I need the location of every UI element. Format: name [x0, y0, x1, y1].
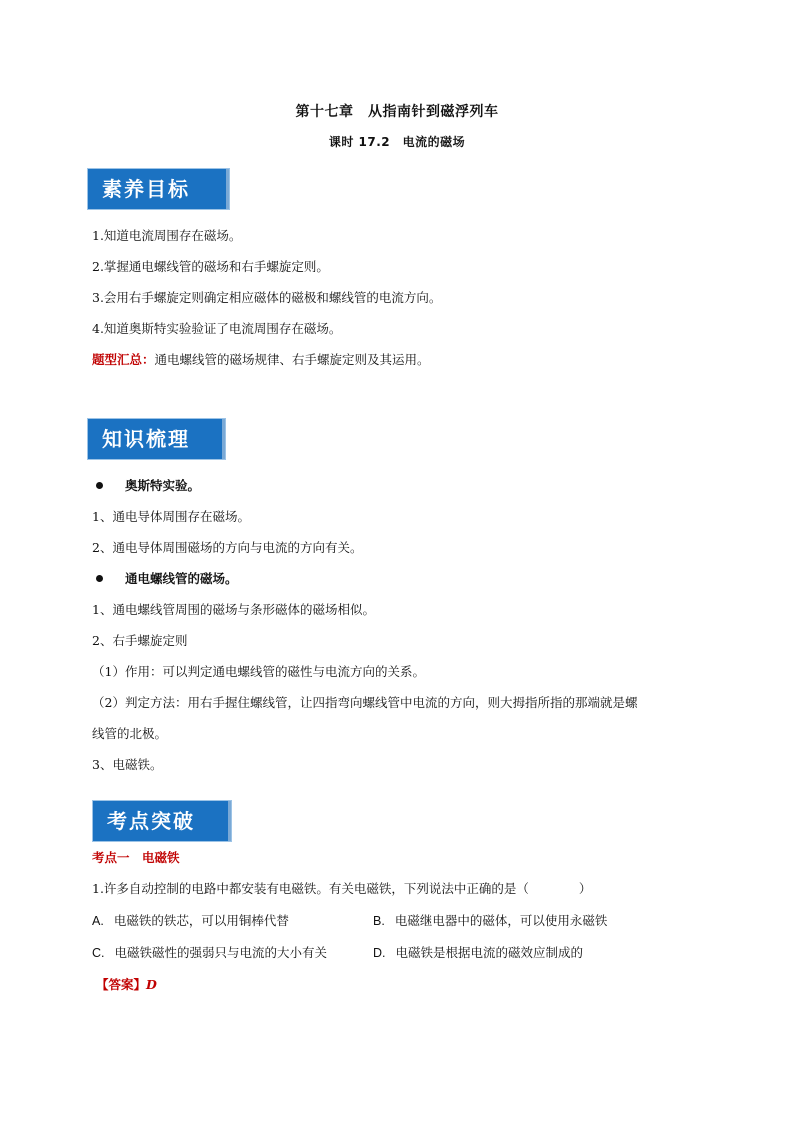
knowledge-item: 线管的北极。: [92, 726, 168, 741]
goal-item-2: 2.掌握通电螺线管的磁场和右手螺旋定则。: [92, 259, 329, 274]
bullet-icon: [96, 575, 103, 582]
section-banner-exam: 考点突破: [92, 800, 232, 842]
chapter-title: 第十七章 从指南针到磁浮列车: [295, 104, 499, 120]
goal-item-3: 3.会用右手螺旋定则确定相应磁体的磁极和螺线管的电流方向。: [92, 290, 442, 305]
knowledge-item: （1）作用：可以判定通电螺线管的磁性与电流方向的关系。: [92, 664, 425, 679]
bullet-oersted: [96, 478, 200, 494]
question-text: 1.许多自动控制的电路中都安装有电磁铁。有关电磁铁，下列说法中正确的是（ ）: [92, 881, 592, 896]
answer-label: 【答案】: [96, 977, 147, 992]
answer-value: D: [146, 977, 157, 992]
lesson-title: 课时 17.2 电流的磁场: [328, 135, 466, 149]
bullet-icon: [96, 482, 103, 489]
goal-item-1: 1.知道电流周围存在磁场。: [92, 228, 242, 243]
option-a: A. 电磁铁的铁芯，可以用铜棒代替: [92, 913, 289, 928]
knowledge-item: 2、通电导体周围磁场的方向与电流的方向有关。: [92, 540, 363, 555]
section-banner-goals: 素养目标: [87, 168, 230, 210]
knowledge-item: 1、通电螺线管周围的磁场与条形磁体的磁场相似。: [92, 602, 375, 617]
bullet-oersted-text: 奥斯特实验。: [125, 478, 201, 493]
bullet-solenoid: [96, 571, 238, 587]
exam-point-label: 考点一 电磁铁: [92, 850, 180, 865]
summary-line: [92, 352, 430, 368]
answer-line: [96, 977, 157, 993]
summary-label: 题型汇总：: [92, 352, 155, 367]
summary-text: 通电螺线管的磁场规律、右手螺旋定则及其运用。: [154, 352, 430, 367]
goal-item-4: 4.知道奥斯特实验验证了电流周围存在磁场。: [92, 321, 342, 336]
bullet-solenoid-text: 通电螺线管的磁场。: [125, 571, 238, 586]
knowledge-item: 3、电磁铁。: [92, 757, 163, 772]
section-banner-knowledge: 知识梳理: [87, 418, 226, 460]
option-d: D. 电磁铁是根据电流的磁效应制成的: [373, 945, 584, 960]
knowledge-item: 2、右手螺旋定则: [92, 633, 188, 648]
knowledge-item: （2）判定方法：用右手握住螺线管，让四指弯向螺线管中电流的方向，则大拇指所指的那端就是螺: [92, 695, 638, 710]
option-c: C. 电磁铁磁性的强弱只与电流的大小有关: [92, 945, 328, 960]
knowledge-item: 1、通电导体周围存在磁场。: [92, 509, 250, 524]
option-b: B. 电磁继电器中的磁体，可以使用永磁铁: [373, 913, 608, 928]
